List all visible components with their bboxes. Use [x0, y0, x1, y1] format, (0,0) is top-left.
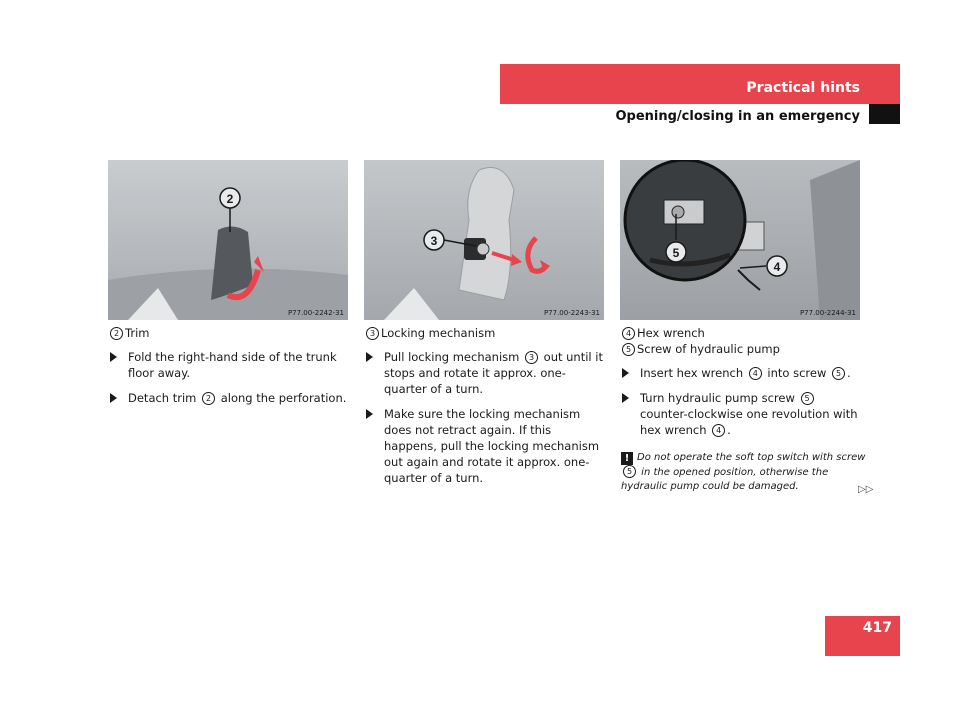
figure-locking-mechanism	[364, 160, 604, 320]
callout-number: 5	[801, 392, 814, 405]
step-text: Turn hydraulic pump screw	[640, 391, 799, 405]
callout-number: 2	[202, 392, 215, 405]
column-trim	[108, 325, 348, 415]
page-number: 417	[862, 620, 892, 636]
callout-number: 5	[623, 465, 636, 478]
instruction-step	[620, 390, 860, 438]
step-text: counter-clockwise one revolution with hex wrench	[640, 407, 858, 437]
instruction-step	[108, 349, 348, 381]
figure-code: P77.00-2244-31	[799, 309, 856, 317]
legend-item	[620, 325, 860, 341]
step-text: .	[847, 366, 851, 380]
legend-item	[364, 325, 604, 341]
callout-number: 4	[749, 367, 762, 380]
warning-note	[621, 451, 874, 495]
page-number-box	[825, 616, 900, 656]
callout-number: 5	[832, 367, 845, 380]
callout-2: 2	[226, 192, 234, 206]
bullet-icon	[110, 352, 117, 362]
legend-label: Hex wrench	[637, 326, 705, 340]
step-text: .	[727, 423, 731, 437]
section-title: Practical hints	[746, 80, 860, 96]
callout-number: 3	[525, 351, 538, 364]
legend-item	[108, 325, 348, 341]
bullet-icon	[622, 368, 629, 378]
header-marker	[869, 104, 900, 124]
callout-4: 4	[773, 260, 781, 274]
column-locking	[364, 325, 604, 495]
instruction-step	[364, 349, 604, 397]
instruction-step	[620, 365, 860, 381]
note-text: Do not operate the soft top switch with screw	[637, 452, 866, 463]
step-text: Insert hex wrench	[640, 366, 747, 380]
legend-label: Screw of hydraulic pump	[637, 342, 780, 356]
step-text: Pull locking mechanism	[384, 350, 523, 364]
callout-number: 4	[712, 424, 725, 437]
legend-label: Locking mechanism	[381, 326, 496, 340]
legend-label: Trim	[125, 326, 150, 340]
figure-hydraulic-pump	[620, 160, 860, 320]
callout-number: 2	[110, 327, 123, 340]
subsection-title: Opening/closing in an emergency	[615, 109, 860, 124]
column-hydraulic	[620, 325, 860, 447]
step-text: Fold the right-hand side of the trunk floor away.	[128, 350, 337, 380]
figure-code: P77.00-2243-31	[543, 309, 600, 317]
bullet-icon	[366, 352, 373, 362]
figure-trim	[108, 160, 348, 320]
callout-3: 3	[430, 234, 438, 248]
note-text: in the opened position, otherwise the hydraulic pump could be damaged.	[621, 467, 829, 492]
figure-code: P77.00-2242-31	[287, 309, 344, 317]
bullet-icon	[622, 393, 629, 403]
callout-5: 5	[672, 246, 680, 260]
instruction-step	[364, 406, 604, 486]
warning-icon: !	[621, 452, 633, 465]
callout-number: 4	[622, 327, 635, 340]
step-text: into screw	[763, 366, 831, 380]
callout-number: 3	[366, 327, 379, 340]
callout-number: 5	[622, 343, 635, 356]
bullet-icon	[366, 409, 373, 419]
step-text: out until it stops and rotate it approx. one-quarter of a turn.	[384, 350, 603, 396]
legend-item	[620, 341, 860, 357]
instruction-step	[108, 390, 348, 406]
step-text: Make sure the locking mechanism does not retract again. If this happens, pull the locking mechanism out again and rotate it approx. one-quarter of a turn.	[384, 407, 600, 485]
bullet-icon	[110, 393, 117, 403]
continued-icon: ▷▷	[858, 484, 874, 495]
step-text: Detach trim	[128, 391, 201, 405]
step-text: along the perforation.	[217, 391, 347, 405]
